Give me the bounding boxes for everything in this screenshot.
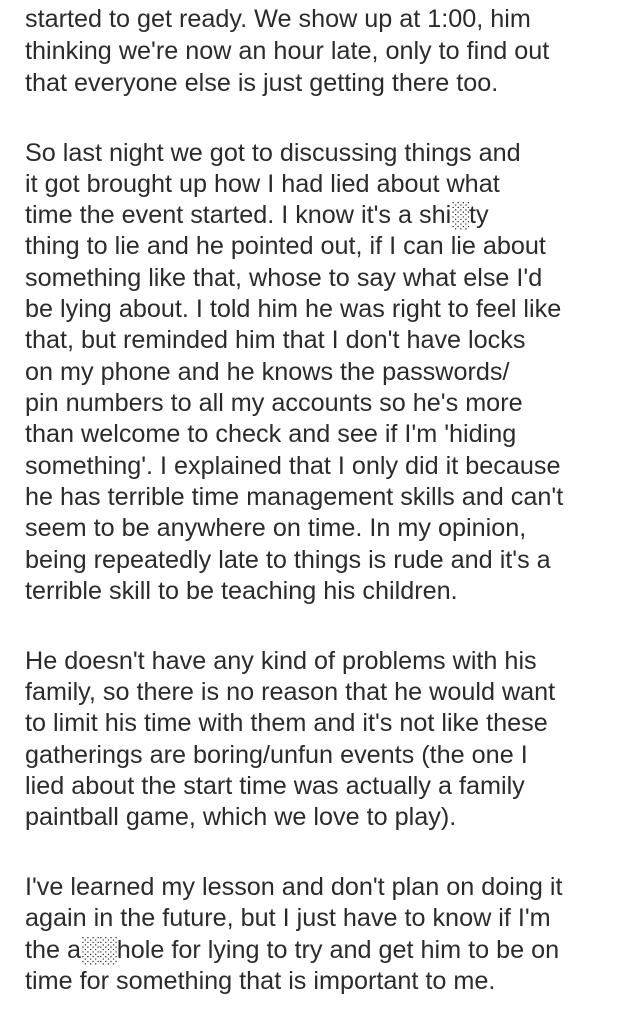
text-line: thinking we're now an hour late, only to find out — [25, 37, 550, 65]
text-line: pin numbers to all my accounts so he's more — [25, 389, 523, 417]
text-line: So last night we got to discussing things and — [25, 139, 521, 167]
text-line: it got brought up how I had lied about what — [25, 170, 500, 198]
text-line: that, but reminded him that I don't have locks — [25, 326, 526, 354]
text-line: to limit his time with them and it's not like these — [25, 709, 548, 737]
text-line: lied about the start time was actually a family — [25, 772, 525, 800]
text-line: started to get ready. We show up at 1:00, him — [25, 5, 531, 33]
text-line: than welcome to check and see if I'm 'hiding — [25, 420, 517, 448]
text-line: thing to lie and he pointed out, if I can lie about — [25, 232, 546, 260]
text-line: He doesn't have any kind of problems with his — [25, 647, 537, 675]
text-line: on my phone and he knows the passwords/ — [25, 358, 510, 386]
text-line: time for something that is important to me. — [25, 967, 496, 995]
text-line: I've learned my lesson and don't plan on doing it — [25, 873, 563, 901]
text-line: paintball game, which we love to play). — [25, 803, 457, 831]
text-line: something'. I explained that I only did it because — [25, 452, 561, 480]
text-line: the a░░hole for lying to try and get him to be on — [25, 936, 560, 964]
text-line: time the event started. I know it's a shi░ty — [25, 201, 489, 229]
text-line: something like that, whose to say what else I'd — [25, 264, 543, 292]
text-line: gatherings are boring/unfun events (the one I — [25, 741, 528, 769]
text-line: seem to be anywhere on time. In my opinion, — [25, 514, 527, 542]
text-line: family, so there is no reason that he would want — [25, 678, 556, 706]
text-line: being repeatedly late to things is rude and it's a — [25, 546, 551, 574]
text-line: be lying about. I told him he was right to feel like — [25, 295, 562, 323]
text-line: he has terrible time management skills and can't — [25, 483, 564, 511]
text-line: again in the future, but I just have to know if I'm — [25, 904, 551, 932]
text-line: terrible skill to be teaching his children. — [25, 577, 458, 605]
text-line: that everyone else is just getting there too. — [25, 69, 499, 97]
